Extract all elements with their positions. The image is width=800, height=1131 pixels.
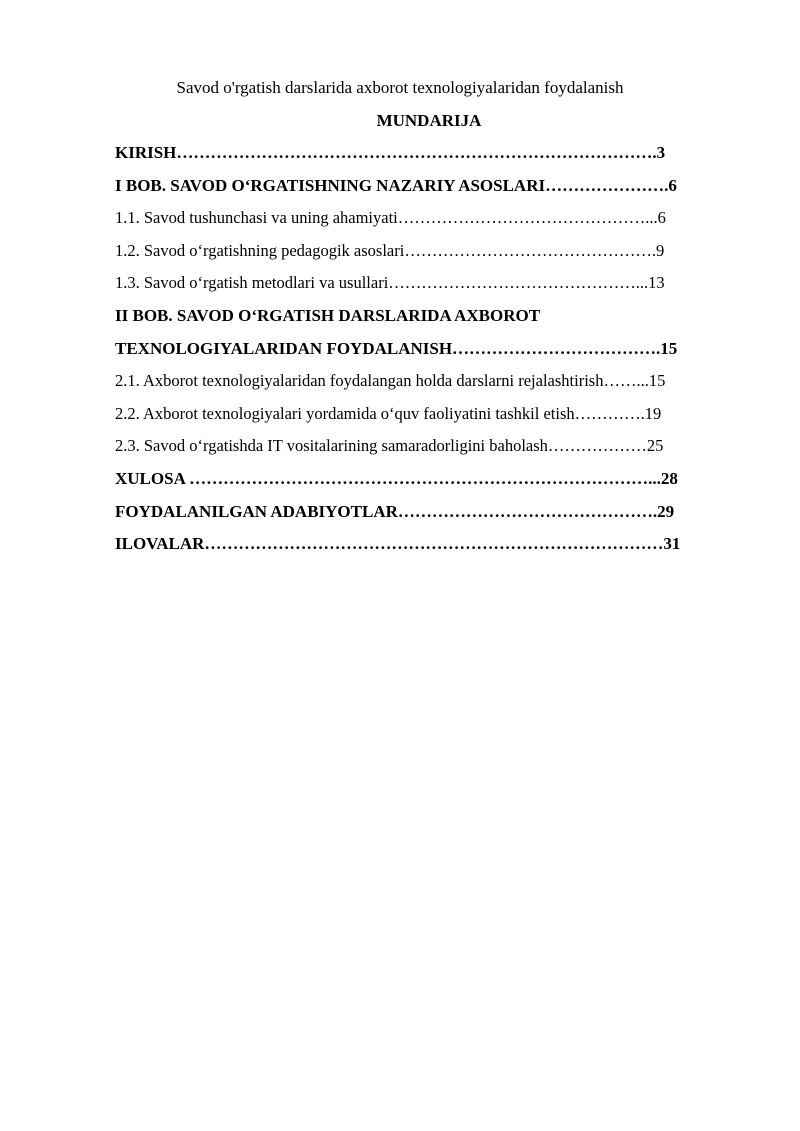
toc-entry-section-2-3: 2.3. Savod o‘rgatishda IT vositalarining samaradorligini baholash………………25 xyxy=(115,436,664,455)
toc-entry-chapter-2-line-1: II BOB. SAVOD O‘RGATISH DARSLARIDA AXBOROT xyxy=(115,306,541,325)
toc-entry-section-1-1: 1.1. Savod tushunchasi va uning ahamiyati………………………………………...6 xyxy=(115,208,666,227)
toc-entry-references: FOYDALANILGAN ADABIYOTLAR……………………………………….29 xyxy=(115,502,675,521)
toc-heading: MUNDARIJA xyxy=(376,111,482,130)
toc-entry-chapter-1: I BOB. SAVOD O‘RGATISHNING NAZARIY ASOSLARI………………….6 xyxy=(115,176,677,195)
toc-entry-chapter-2-line-2: TEXNOLOGIYALARIDAN FOYDALANISH……………………………….15 xyxy=(115,339,678,358)
toc-entry-introduction: KIRISH………………………………………………………………………….3 xyxy=(115,143,666,162)
toc-entry-section-2-1: 2.1. Axborot texnologiyalaridan foydalangan holda darslarni rejalashtirish……...15 xyxy=(115,371,666,390)
toc-entry-appendices: ILOVALAR………………………………………………………………………31 xyxy=(115,534,681,553)
document-title: Savod o'rgatish darslarida axborot texnologiyalaridan foydalanish xyxy=(176,78,624,97)
toc-entry-section-1-2: 1.2. Savod o‘rgatishning pedagogik asoslari……………………………………….9 xyxy=(115,241,665,260)
toc-entry-conclusion: XULOSA ………………………………………………………………………...28 xyxy=(115,469,678,488)
toc-entry-section-2-2: 2.2. Axborot texnologiyalari yordamida o‘quv faoliyatini tashkil etish………….19 xyxy=(115,404,662,423)
toc-entry-section-1-3: 1.3. Savod o‘rgatish metodlari va usullari………………………………………...13 xyxy=(115,273,665,292)
